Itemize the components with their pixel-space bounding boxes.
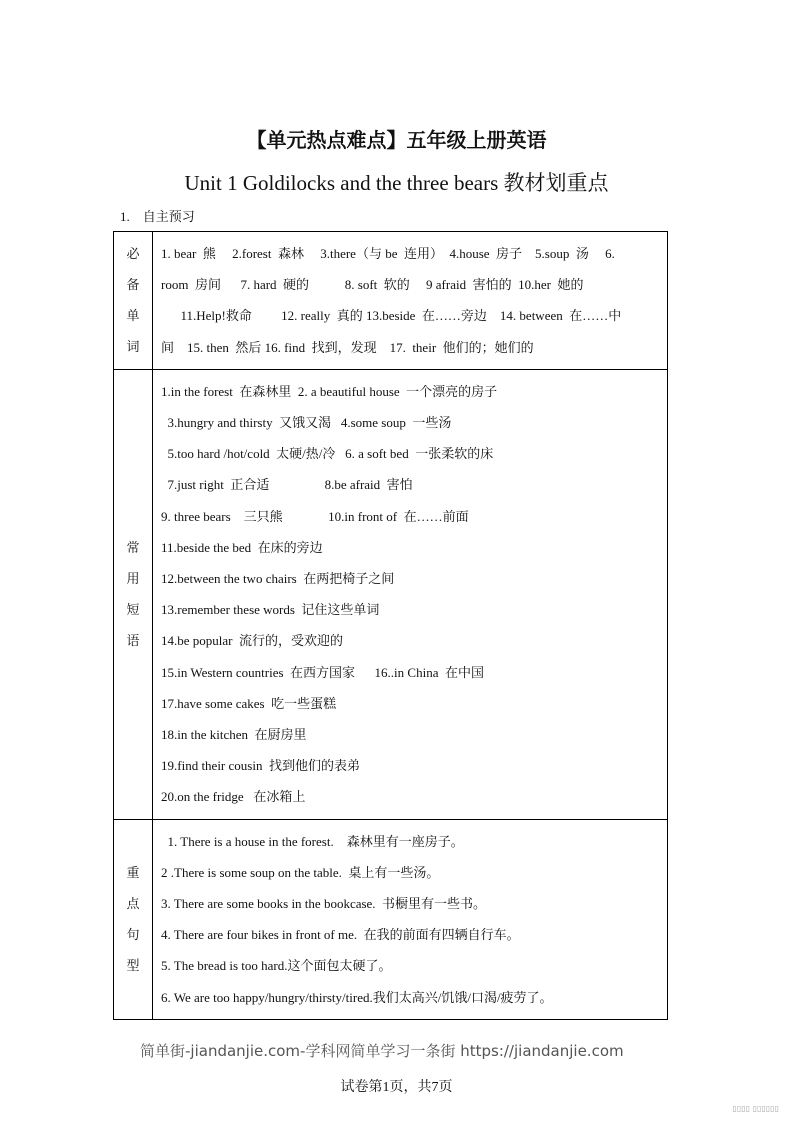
page-footer: 试卷第1页，共7页 xyxy=(340,1080,453,1095)
content-line: 18.in the kitchen 在厨房里 xyxy=(161,727,307,743)
table-row xyxy=(114,819,668,1019)
document-title: 【单元热点难点】五年级上册英语 xyxy=(246,130,547,152)
content-line: 20.on the fridge 在冰箱上 xyxy=(161,789,306,805)
row-label-char: 必 xyxy=(126,246,140,262)
table-row xyxy=(114,232,668,370)
row-label-char: 短 xyxy=(126,602,140,618)
row-label-char: 型 xyxy=(126,958,140,974)
content-line: 3.hungry and thirsty 又饿又渴 4.some soup 一些汤 xyxy=(161,415,452,431)
content-line: 7.just right 正合适 8.be afraid 害怕 xyxy=(161,477,413,493)
content-line: 1.in the forest 在森林里 2. a beautiful house 一个漂亮的房子 xyxy=(161,383,498,399)
row-label-char: 语 xyxy=(126,633,140,649)
row-label xyxy=(114,232,153,370)
row-label-char: 重 xyxy=(126,865,140,881)
content-line: 6. We are too happy/hungry/thirsty/tired.我们太高兴/饥饿/口渴/疲劳了。 xyxy=(161,989,553,1005)
content-line: 11.beside the bed 在床的旁边 xyxy=(161,539,323,555)
content-line: 4. There are four bikes in front of me. 在我的前面有四辆自行车。 xyxy=(161,927,520,943)
content-line: 9. three bears 三只熊 10.in front of 在……前面 xyxy=(161,508,469,524)
table-row xyxy=(114,369,668,819)
row-label-char: 句 xyxy=(126,927,140,943)
row-label xyxy=(114,819,153,1019)
content-line: 2 .There is some soup on the table. 桌上有一些汤。 xyxy=(161,864,440,880)
row-content xyxy=(153,819,668,1019)
study-table xyxy=(113,231,668,1020)
row-content xyxy=(153,369,668,819)
content-line: 3. There are some books in the bookcase. 书橱里有一些书。 xyxy=(161,896,487,912)
section-heading: 1. 自主预习 xyxy=(120,209,195,224)
logos: ▯▯▯▯ ▯▯▯▯▯▯ xyxy=(732,1104,779,1113)
row-label-char: 词 xyxy=(126,339,140,355)
content-line: 5.too hard /hot/cold 太硬/热/冷 6. a soft bed 一张柔软的床 xyxy=(161,446,494,462)
row-label xyxy=(114,369,153,819)
content-line: 19.find their cousin 找到他们的表弟 xyxy=(161,758,360,774)
watermark: 简单街-jiandanjie.com-学科网简单学习一条街 https://jiandanjie.com xyxy=(140,1042,624,1060)
row-label-char: 点 xyxy=(126,896,140,912)
content-line: 15.in Western countries 在西方国家 16..in China 在中国 xyxy=(161,664,484,680)
row-label-char: 备 xyxy=(126,277,140,293)
content-line: 13.remember these words 记住这些单词 xyxy=(161,602,380,618)
content-line: 5. The bread is too hard.这个面包太硬了。 xyxy=(161,958,392,974)
content-line: 14.be popular 流行的，受欢迎的 xyxy=(161,633,343,649)
content-line: 11.Help!救命 12. really 真的 13.beside 在……旁边 14. between 在……中 xyxy=(161,308,622,324)
row-label-char: 用 xyxy=(126,571,140,587)
content-line: 1. bear 熊 2.forest 森林 3.there（与 be 连用） 4.house 房子 5.soup 汤 6. xyxy=(161,246,615,261)
content-line: room 房间 7. hard 硬的 8. soft 软的 9 afraid 害怕的 10.her 她的 xyxy=(161,277,584,293)
row-label-char: 单 xyxy=(126,308,140,324)
row-content xyxy=(153,232,668,370)
content-line: 间 15. then 然后 16. find 找到，发现 17. their 他们的；她们的 xyxy=(161,339,534,355)
content-line: 17.have some cakes 吃一些蛋糕 xyxy=(161,695,337,711)
document-subtitle: Unit 1 Goldilocks and the three bears 教材划重点 xyxy=(184,171,609,195)
content-line: 1. There is a house in the forest. 森林里有一座房子。 xyxy=(161,833,464,849)
content-line: 12.between the two chairs 在两把椅子之间 xyxy=(161,571,395,587)
row-label-char: 常 xyxy=(126,540,140,556)
